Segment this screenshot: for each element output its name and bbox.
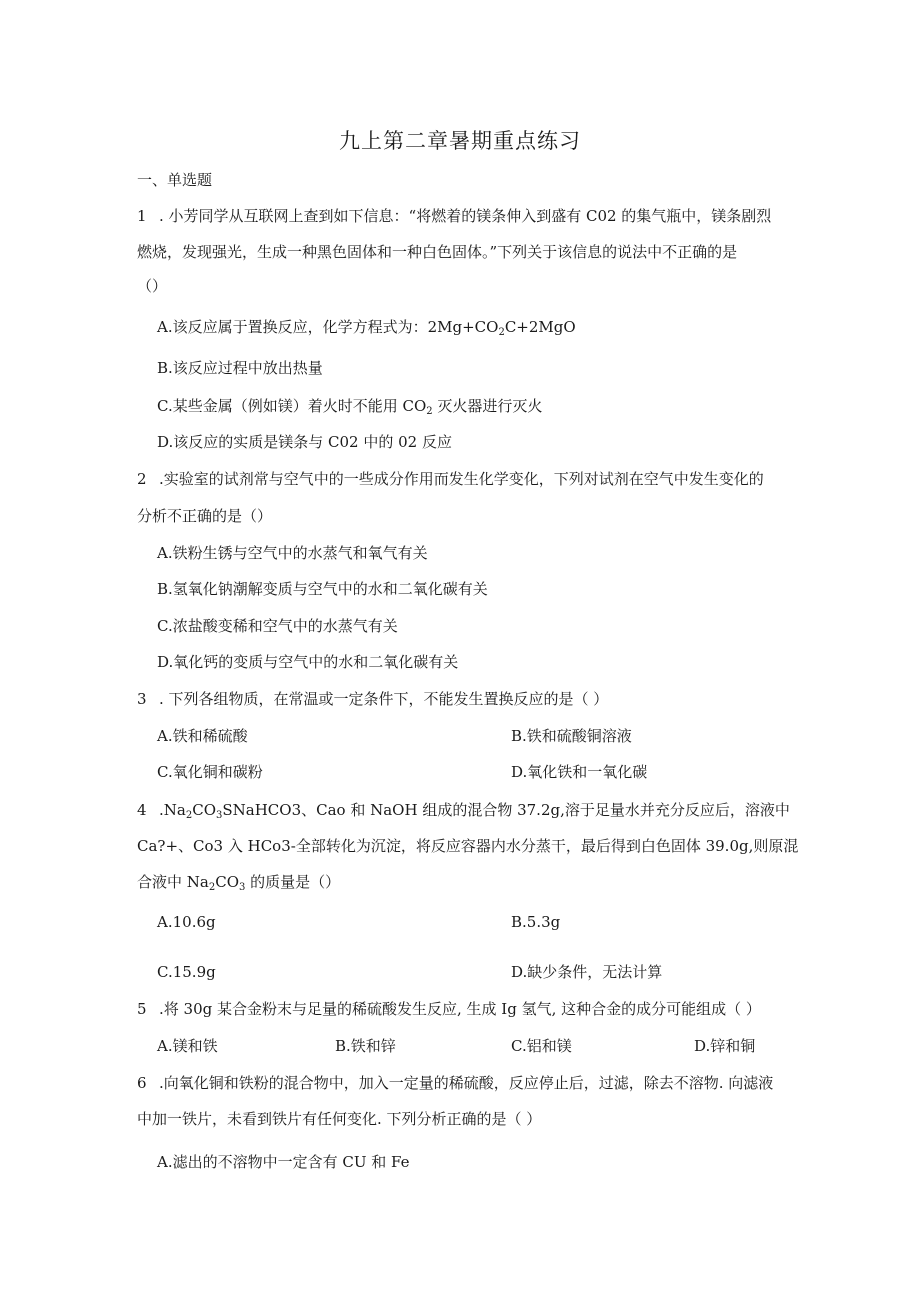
question-1-option-b: B.该反应过程中放出热量: [157, 359, 323, 377]
question-5-option-b: B.铁和锌: [335, 1037, 396, 1055]
question-6-line-1: 6 .向氧化铜和铁粉的混合物中，加入一定量的稀硫酸，反应停止后，过滤，除去不溶物. 向滤液: [137, 1074, 774, 1092]
question-3-option-d: D.氧化铁和一氧化碳: [511, 763, 648, 781]
question-1-line-1: 1 . 小芳同学从互联网上查到如下信息：“将燃着的镁条伸入到盛有 C02 的集气瓶中，镁条剧烈: [137, 207, 772, 225]
section-heading: 一、单选题: [137, 171, 213, 189]
question-2-option-b: B.氢氧化钠潮解变质与空气中的水和二氧化碳有关: [157, 580, 488, 598]
question-2-option-a: A.铁粉生锈与空气中的水蒸气和氧气有关: [157, 544, 428, 562]
question-4-option-a: A.10.6g: [157, 913, 216, 931]
question-4-number: 4: [137, 801, 147, 819]
question-4-option-b: B.5.3g: [511, 913, 561, 931]
page-title: 九上第二章暑期重点练习: [339, 129, 581, 153]
question-5-option-d: D.锌和铜: [694, 1037, 756, 1055]
question-1-line-2: 燃烧，发现强光，生成一种黑色固体和一种白色固体。”下列关于该信息的说法中不正确的是: [137, 243, 738, 261]
question-1-option-a: A.该反应属于置换反应，化学方程式为：$2Mg+CO_2C+2MgO$: [157, 318, 576, 338]
question-1-option-c: C.某些金属（例如镁）着火时不能用 $CO_2$ 灭火器进行灭火: [157, 397, 543, 417]
question-4-line-1: 4 $.Na_2CO_3SNaHCO3$、Cao 和 NaOH 组成的混合物 37.2g,溶于足量水并充分反应后，溶液中: [137, 801, 790, 821]
question-3-line-1: 3 . 下列各组物质，在常温或一定条件下，不能发生置换反应的是（ ）: [137, 690, 609, 708]
question-2-line-1: 2 .实验室的试剂常与空气中的一些成分作用而发生化学变化，下列对试剂在空气中发生变化的: [137, 470, 764, 488]
question-3-option-a: A.铁和稀硫酸: [157, 727, 248, 745]
question-5-number: 5: [137, 1000, 147, 1018]
question-2-line-2: 分析不正确的是（）: [137, 507, 273, 525]
question-1-line-3: （）: [137, 277, 168, 295]
question-5-option-c: C.铝和镁: [511, 1037, 572, 1055]
question-6-line-2: 中加一铁片，未看到铁片有任何变化. 下列分析正确的是（ ）: [137, 1110, 542, 1128]
question-3-option-c: C.氧化铜和碳粉: [157, 763, 263, 781]
question-3-number: 3: [137, 690, 147, 708]
question-5-line-1: 5 .将 30g 某合金粉末与足量的稀硫酸发生反应, 生成 Ig 氢气, 这种合金的成分可能组成（ ）: [137, 1000, 761, 1018]
question-4-line-3: 合液中 $Na_2CO_3$ 的质量是（）: [137, 873, 341, 893]
question-2-option-c: C.浓盐酸变稀和空气中的水蒸气有关: [157, 617, 398, 635]
question-5-option-a: A.镁和铁: [157, 1037, 218, 1055]
question-6-option-a: A.滤出的不溶物中一定含有 CU 和 Fe: [157, 1153, 410, 1171]
question-2-option-d: D.氧化钙的变质与空气中的水和二氧化碳有关: [157, 653, 459, 671]
question-4-line-2: Ca?+、Co3 入 HCo3-全部转化为沉淀，将反应容器内水分蒸干，最后得到白色固体 39.0g,则原混: [137, 837, 799, 855]
question-2-number: 2: [137, 470, 147, 488]
question-3-option-b: B.铁和硫酸铜溶液: [511, 727, 632, 745]
question-4-option-d: D.缺少条件，无法计算: [511, 963, 663, 981]
question-6-number: 6: [137, 1074, 147, 1092]
question-1-option-d: D.该反应的实质是镁条与 C02 中的 02 反应: [157, 433, 452, 451]
question-4-option-c: C.15.9g: [157, 963, 216, 981]
question-1-number: 1: [137, 207, 147, 225]
